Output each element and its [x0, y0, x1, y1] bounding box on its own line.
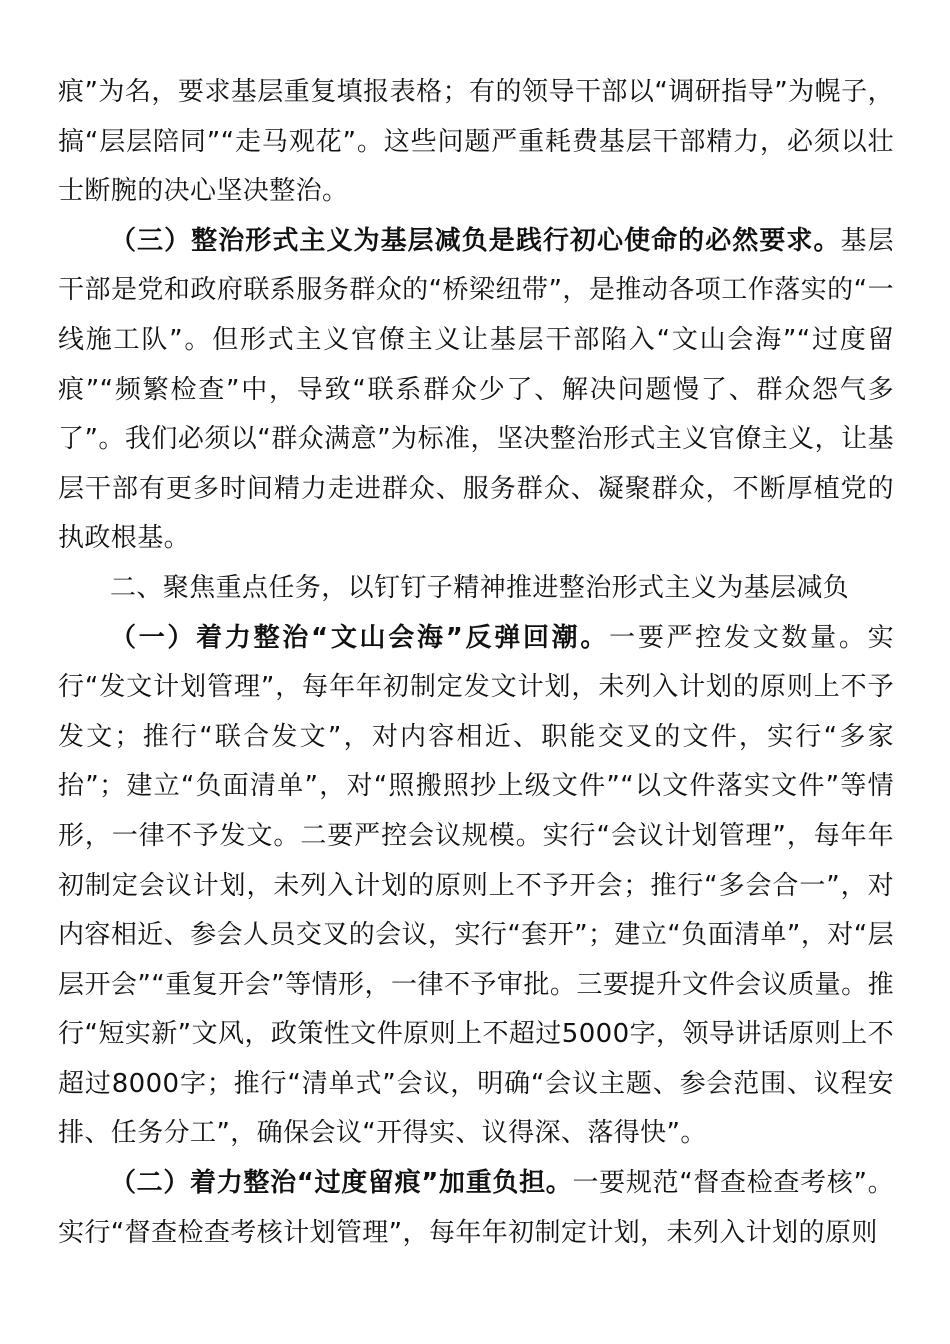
section-heading-2 [58, 564, 894, 614]
paragraph-text: 一要规范“督查检查考核”。实行“督查检查考核计划管理”，每年年初制定计划，未列入计划的原则 [58, 1168, 894, 1248]
paragraph-text: 痕”为名，要求基层重复填报表格；有的领导干部以“调研指导”为幌子，搞“层层陪同”“走马观花”。这些问题严重耗费基层干部精力，必须以壮士断腕的决心坚决整治。 [58, 77, 894, 207]
paragraph-section-2-2 [58, 1159, 894, 1258]
paragraph-continuation [58, 68, 894, 217]
paragraph-heading: （一）着力整治“文山会海”反弹回潮。 [110, 622, 610, 653]
section-heading-text: 二、聚焦重点任务，以钉钉子精神推进整治形式主义为基层减负 [110, 572, 850, 603]
paragraph-section-1-3 [58, 217, 894, 564]
paragraph-heading: （三）整治形式主义为基层减负是践行初心使命的必然要求。 [110, 225, 841, 256]
paragraph-section-2-1 [58, 614, 894, 1160]
paragraph-text: 基层干部是党和政府联系服务群众的“桥梁纽带”，是推动各项工作落实的“一线施工队”。但形式主义官僚主义让基层干部陷入“文山会海”“过度留痕”“频繁检查”中，导致“联系群众少了、解决问题慢了、群众怨气多了”。我们必须以“群众满意”为标准，坚决整治形式主义官僚主义，让基层干部有更多时间精力走进群众、服务群众、凝聚群众，不断厚植党的执政根基。 [58, 225, 894, 554]
document-body [58, 68, 894, 1258]
paragraph-text: 一要严控发文数量。实行“发文计划管理”，每年年初制定发文计划，未列入计划的原则上不予发文；推行“联合发文”，对内容相近、职能交叉的文件，实行“多家抬”；建立“负面清单”，对“照搬照抄上级文件”“以文件落实文件”等情形，一律不予发文。二要严控会议规模。实行“会议计划管理”，每年年初制定会议计划，未列入计划的原则上不予开会；推行“多会合一”，对内容相近、参会人员交叉的会议，实行“套开”；建立“负面清单”，对“层层开会”“重复开会”等情形，一律不予审批。三要提升文件会议质量。推行“短实新”文风，政策性文件原则上不超过5000字，领导讲话原则上不超过8000字；推行“清单式”会议，明确“会议主题、参会范围、议程安排、任务分工”，确保会议“开得实、议得深、落得快”。 [58, 622, 894, 1149]
paragraph-heading: （二）着力整治“过度留痕”加重负担。 [110, 1168, 573, 1199]
